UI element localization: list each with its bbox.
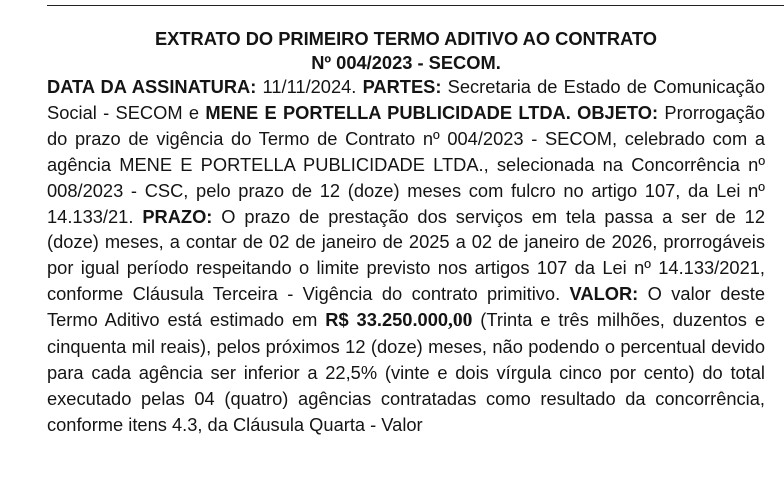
label-parties: PARTES: bbox=[362, 76, 442, 97]
value-intro-text: O valor deste Termo Aditivo está estimado em bbox=[47, 283, 765, 331]
contractor-name-and-label-object: MENE E PORTELLA PUBLICIDADE LTDA. OBJETO: bbox=[205, 101, 659, 123]
document-body bbox=[47, 74, 765, 438]
label-signature-date: DATA DA ASSINATURA: bbox=[47, 76, 257, 97]
document-title bbox=[47, 27, 765, 75]
object-text: Prorrogação do prazo de vigência do Termo de Contrato nº 004/2023 - SECOM, celebrado com a agência MENE E PORTELLA PUBLICIDADE LTDA., selecionada na Concorrência nº 008/2023 - CSC, pelo prazo de 12 (doze) meses com fulcro no artigo 107, da Lei nº 14.133/21. bbox=[47, 101, 765, 227]
value-details-text: (Trinta e três milhões, duzentos e cinquenta mil reais), pelos próximos 12 (doze) meses, não podendo o percentual devido para cada agência ser inferior a 22,5% (vinte e dois vírgula cinco por cento) do total executado pelas 04 (quatro) agências contratadas como resultado da concorrência, conforme itens 4.3, da Cláusula Quarta - Valor bbox=[47, 309, 765, 435]
signature-date-value: 11/11/2024. bbox=[256, 76, 363, 97]
label-value: VALOR: bbox=[569, 283, 639, 305]
top-divider bbox=[47, 5, 784, 6]
contract-amount: R$ 33.250.000 bbox=[325, 309, 449, 331]
document-title-line-1: EXTRATO DO PRIMEIRO TERMO ADITIVO AO CONTRATO bbox=[154, 28, 658, 49]
label-term: PRAZO: bbox=[142, 205, 213, 227]
term-text: O prazo de prestação dos serviços em tela passa a ser de 12 (doze) meses, a contar de 02 de janeiro de 2025 a 02 de janeiro de 2026, prorrogáveis por igual período respeitando o limite previsto nos artigos 107 da Lei nº 14.133/2021, conforme Cláusula Terceira - Vigência do contrato primitivo. bbox=[47, 205, 765, 305]
document-title-line-2: Nº 004/2023 - SECOM. bbox=[311, 52, 501, 73]
parties-text: Secretaria de Estado de Comunicação Social - SECOM e bbox=[47, 76, 765, 123]
contract-amount-cents: ,00 bbox=[448, 310, 473, 332]
